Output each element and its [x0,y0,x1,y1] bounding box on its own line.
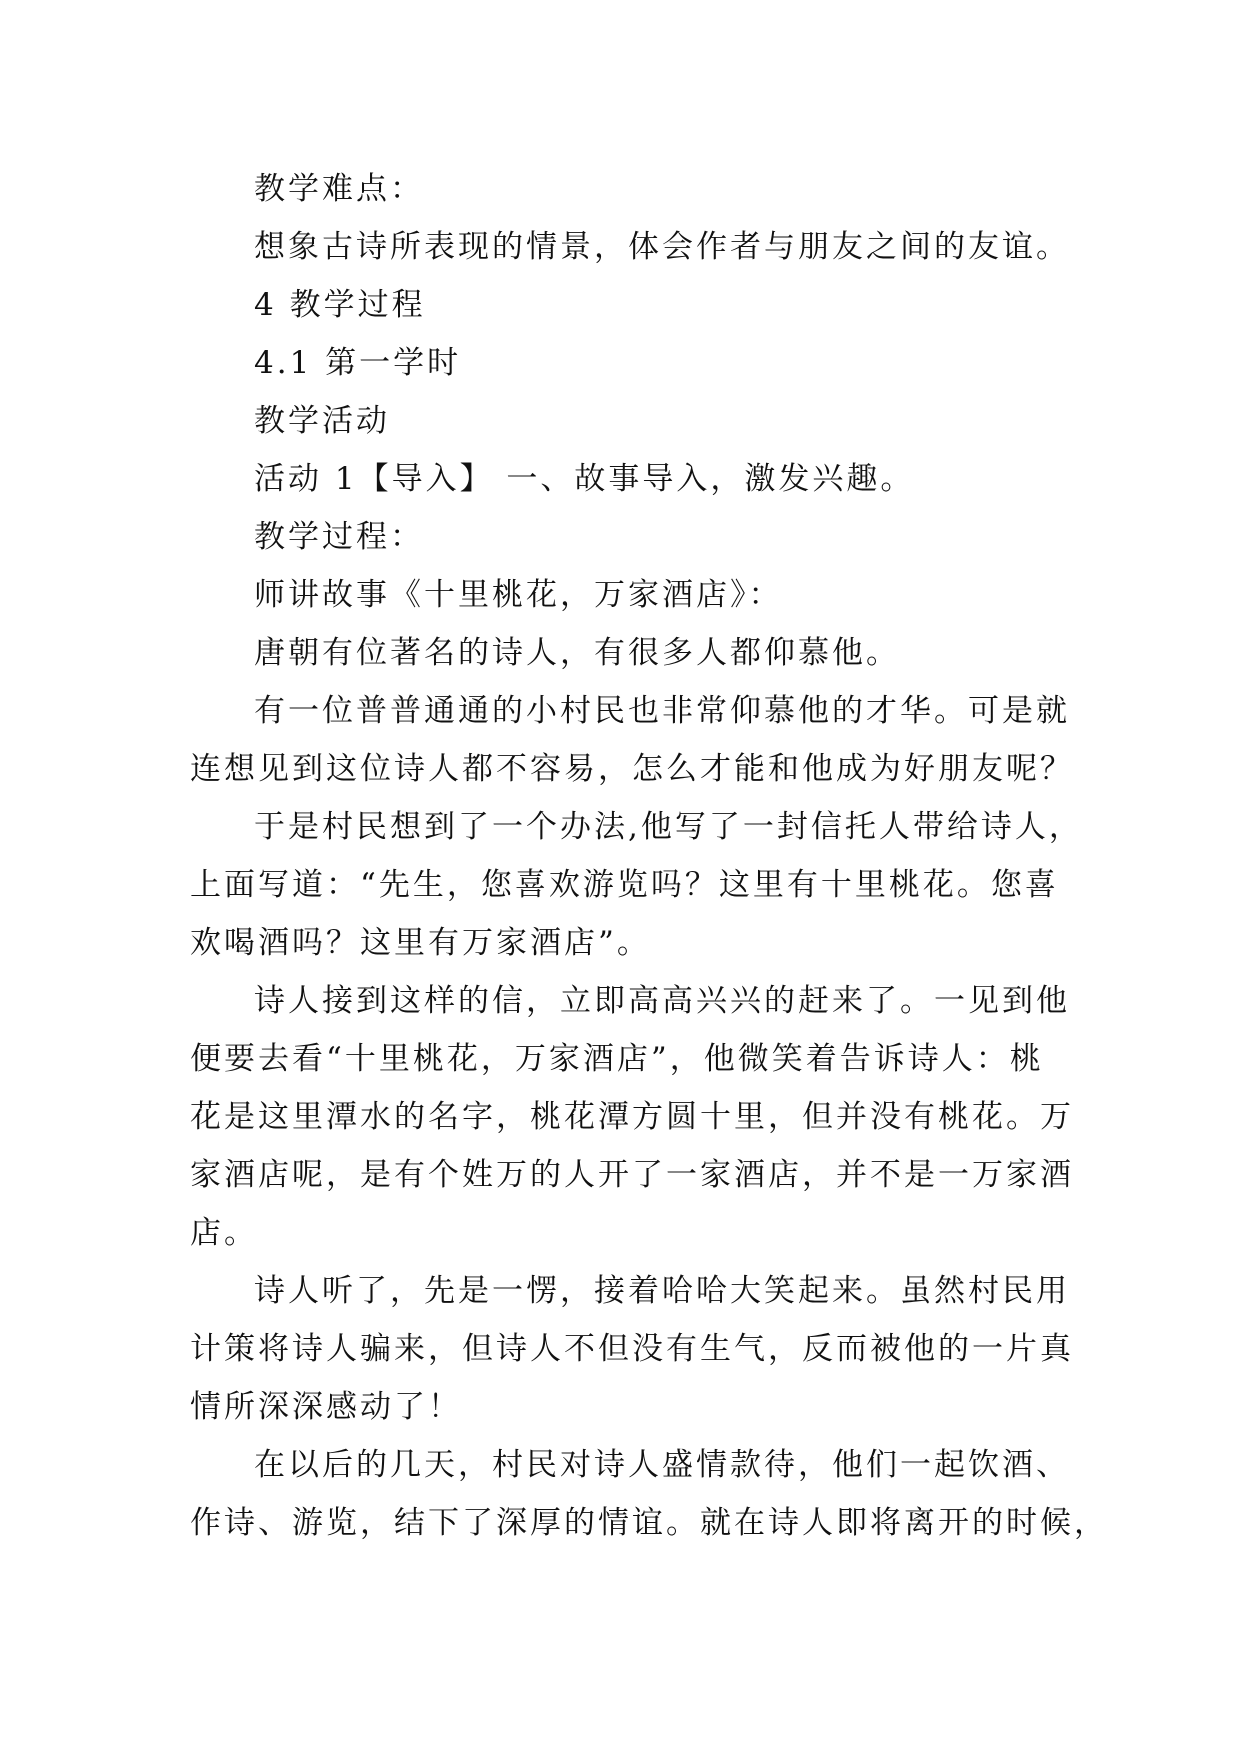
paragraph-line: 唐朝有位著名的诗人，有很多人都仰慕他。 [254,635,900,671]
paragraph-line: 计策将诗人骗来，但诗人不但没有生气，反而被他的一片真 [190,1331,1074,1367]
paragraph-line: 诗人接到这样的信，立即高高兴兴的赶来了。一见到他 [254,983,1070,1019]
activity-heading: 活动 1【导入】 一、故事导入，激发兴趣。 [254,461,915,497]
paragraph-line: 作诗、游览，结下了深厚的情谊。就在诗人即将离开的时候， [190,1505,1108,1541]
paragraph-line: 欢喝酒吗？这里有万家酒店”。 [190,925,651,961]
paragraph-line: 连想见到这位诗人都不容易，怎么才能和他成为好朋友呢？ [190,751,1074,787]
section-label: 教学过程： [254,519,424,555]
section-heading-process: 4 教学过程 [254,287,426,323]
paragraph-line: 诗人听了，先是一愣，接着哈哈大笑起来。虽然村民用 [254,1273,1070,1309]
paragraph-line: 师讲故事《十里桃花，万家酒店》： [254,577,783,613]
paragraph-line: 便要去看“十里桃花，万家酒店”，他微笑着告诉诗人：桃 [190,1041,1044,1077]
paragraph-line: 家酒店呢，是有个姓万的人开了一家酒店，并不是一万家酒 [190,1157,1074,1193]
paragraph-line: 上面写道：“先生，您喜欢游览吗？这里有十里桃花。您喜 [190,867,1059,903]
subsection-heading: 4.1 第一学时 [254,345,462,381]
paragraph-line: 花是这里潭水的名字，桃花潭方圆十里，但并没有桃花。万 [190,1099,1074,1135]
section-label: 教学活动 [254,403,390,439]
paragraph-line: 在以后的几天，村民对诗人盛情款待，他们一起饮酒、 [254,1447,1070,1483]
paragraph-line: 于是村民想到了一个办法,他写了一封信托人带给诗人， [254,809,1083,845]
paragraph-line: 有一位普普通通的小村民也非常仰慕他的才华。可是就 [254,693,1070,729]
paragraph-line: 店。 [190,1215,258,1251]
section-heading-difficulty: 教学难点： [254,171,424,207]
document-body [190,160,1108,1552]
paragraph-line: 想象古诗所表现的情景，体会作者与朋友之间的友谊。 [254,229,1070,265]
paragraph-line: 情所深深感动了！ [190,1389,462,1425]
